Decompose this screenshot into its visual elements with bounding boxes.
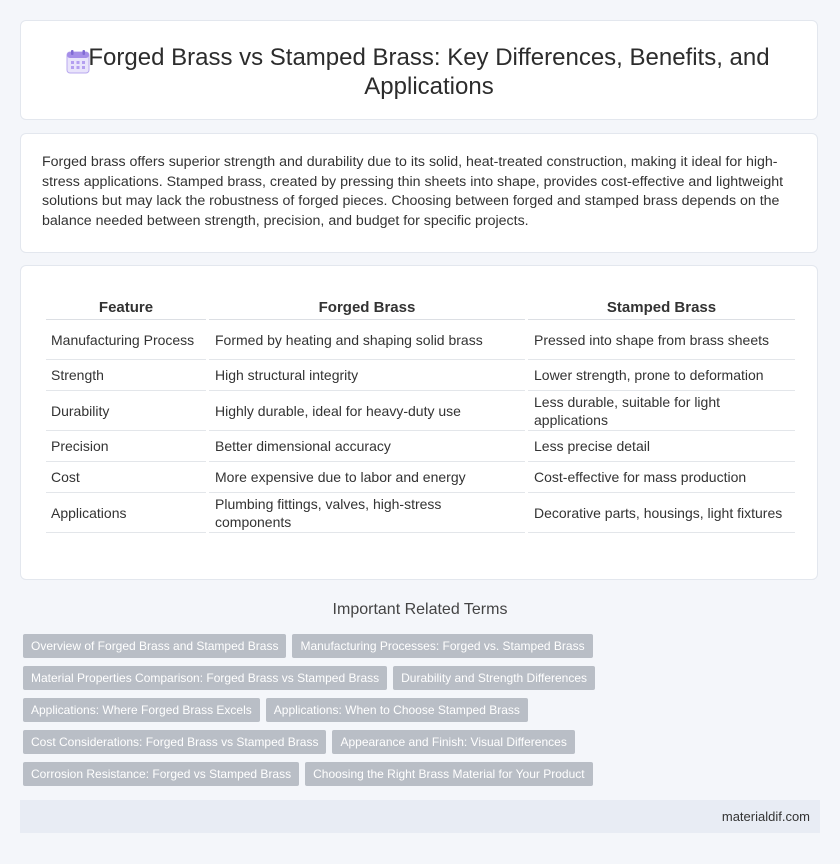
table-cell: High structural integrity: [209, 360, 525, 391]
intro-card: [20, 133, 818, 253]
table-row: [46, 360, 795, 391]
related-term-link[interactable]: Applications: When to Choose Stamped Brass: [266, 698, 528, 722]
table-cell: Decorative parts, housings, light fixtures: [528, 493, 795, 533]
header-card: [20, 20, 818, 120]
footer: [20, 800, 820, 833]
related-term-link[interactable]: Choosing the Right Brass Material for Your Product: [305, 762, 592, 786]
table-cell: Less durable, suitable for light applications: [528, 391, 795, 431]
related-term-link[interactable]: Overview of Forged Brass and Stamped Brass: [23, 634, 286, 658]
column-header-feature: Feature: [46, 295, 206, 320]
table-cell: Manufacturing Process: [46, 320, 206, 360]
table-row: [46, 391, 795, 431]
table-cell: Highly durable, ideal for heavy-duty use: [209, 391, 525, 431]
table-cell: More expensive due to labor and energy: [209, 462, 525, 493]
page-title: Forged Brass vs Stamped Brass: Key Differences, Benefits, and Applications: [88, 44, 770, 100]
table-header-row: [46, 295, 795, 320]
related-term-link[interactable]: Corrosion Resistance: Forged vs Stamped Brass: [23, 762, 299, 786]
table-cell: Applications: [46, 493, 206, 533]
related-terms-row: [23, 666, 595, 690]
footer-site-link[interactable]: materialdif.com: [721, 809, 810, 824]
column-header-forged: Forged Brass: [209, 295, 525, 320]
table-cell: Better dimensional accuracy: [209, 431, 525, 462]
table-row: [46, 320, 795, 360]
table-row: [46, 462, 795, 493]
related-terms-title: Important Related Terms: [332, 601, 508, 618]
related-term-link[interactable]: Appearance and Finish: Visual Differences: [332, 730, 574, 754]
related-term-link[interactable]: Applications: Where Forged Brass Excels: [23, 698, 260, 722]
related-term-link[interactable]: Cost Considerations: Forged Brass vs Stamped Brass: [23, 730, 326, 754]
table-cell: Durability: [46, 391, 206, 431]
table-cell: Strength: [46, 360, 206, 391]
related-term-link[interactable]: Durability and Strength Differences: [393, 666, 595, 690]
table-cell: Pressed into shape from brass sheets: [528, 320, 795, 360]
related-terms-row: [23, 634, 593, 658]
related-terms-row: [23, 762, 593, 786]
related-terms-row: [23, 730, 575, 754]
related-term-link[interactable]: Material Properties Comparison: Forged Brass vs Stamped Brass: [23, 666, 387, 690]
comparison-table: [43, 295, 798, 533]
table-row: [46, 493, 795, 533]
related-term-link[interactable]: Manufacturing Processes: Forged vs. Stamped Brass: [292, 634, 592, 658]
table-cell: Cost: [46, 462, 206, 493]
table-cell: Plumbing fittings, valves, high-stress components: [209, 493, 525, 533]
table-cell: Less precise detail: [528, 431, 795, 462]
table-row: [46, 431, 795, 462]
comparison-card: [20, 265, 818, 580]
table-cell: Precision: [46, 431, 206, 462]
column-header-stamped: Stamped Brass: [528, 295, 795, 320]
table-cell: Cost-effective for mass production: [528, 462, 795, 493]
intro-paragraph: Forged brass offers superior strength and durability due to its solid, heat-treated construction, making it ideal for high-stress applications. Stamped brass, created by pressing thin sheets into shape, provides cost-effective and lightweight solutions but may lack the robustness of forged pieces. Choosing between forged and stamped brass depends on the balance needed between strength, precision, and budget for specific projects.: [42, 154, 784, 229]
table-cell: Formed by heating and shaping solid brass: [209, 320, 525, 360]
related-terms-row: [23, 698, 528, 722]
table-cell: Lower strength, prone to deformation: [528, 360, 795, 391]
